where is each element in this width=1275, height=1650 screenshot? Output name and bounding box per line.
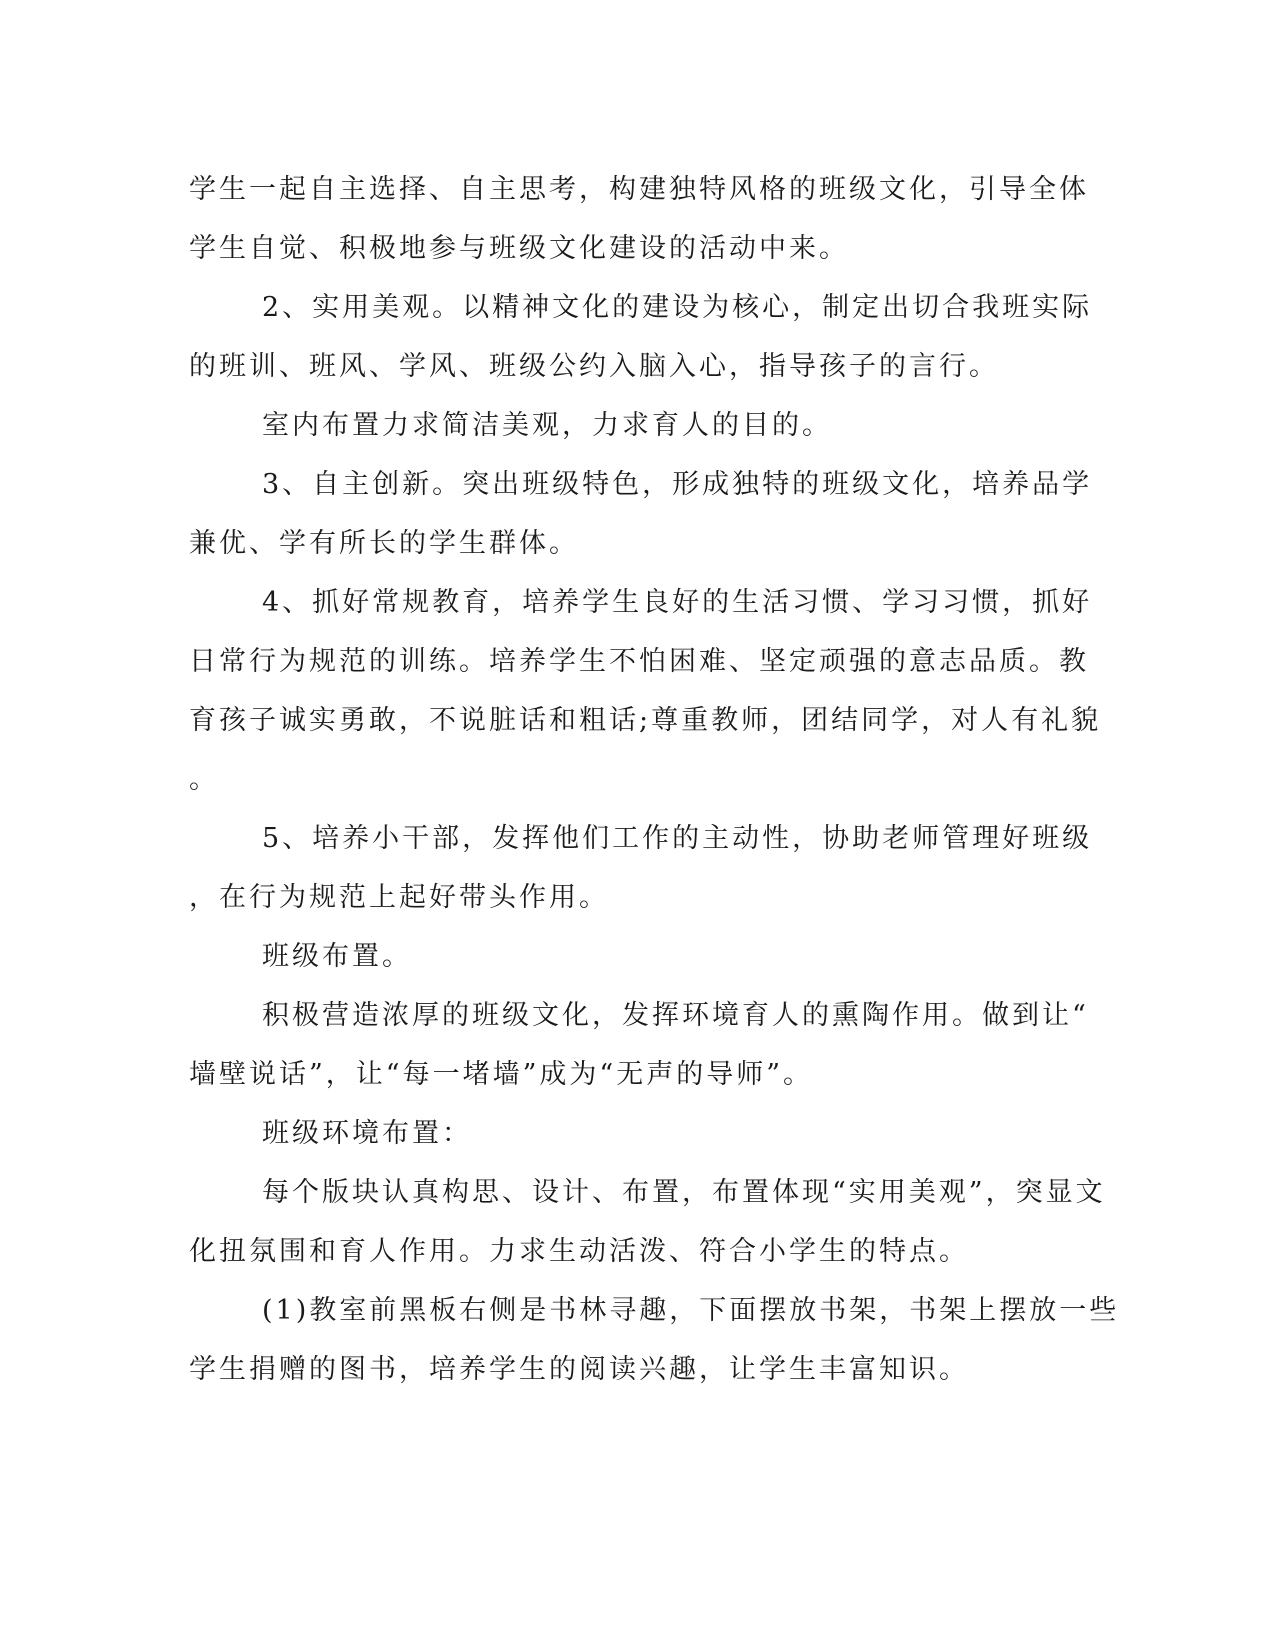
paragraph-line: (1)教室前黑板右侧是书林寻趣，下面摆放书架，书架上摆放一些 — [262, 1295, 1120, 1326]
text-line: 兼优、学有所长的学生群体。 — [189, 528, 579, 559]
text-line: 的班训、班风、学风、班级公约入脑入心，指导孩子的言行。 — [189, 351, 999, 382]
text-line: 日常行为规范的训练。培养学生不怕困难、坚定顽强的意志品质。教 — [189, 646, 1089, 677]
text-line: 育孩子诚实勇敢，不说脏话和粗话;尊重教师，团结同学，对人有礼貌 — [189, 705, 1102, 736]
paragraph-line: 5、培养小干部，发挥他们工作的主动性，协助老师管理好班级 — [262, 823, 1093, 854]
paragraph-line: 班级布置。 — [262, 941, 412, 972]
text-line: 墙壁说话”，让“每一堵墙”成为“无声的导师”。 — [189, 1059, 814, 1090]
text-line: 。 — [189, 764, 219, 795]
paragraph-line: 4、抓好常规教育，培养学生良好的生活习惯、学习习惯，抓好 — [262, 587, 1093, 618]
paragraph-line: 积极营造浓厚的班级文化，发挥环境育人的熏陶作用。做到让“ — [262, 1000, 1089, 1031]
paragraph-line: 3、自主创新。突出班级特色，形成独特的班级文化，培养品学 — [262, 469, 1093, 500]
paragraph-line: 每个版块认真构思、设计、布置，布置体现“实用美观”，突显文 — [262, 1177, 1106, 1208]
text-line: 学生自觉、积极地参与班级文化建设的活动中来。 — [189, 233, 849, 264]
text-line: 学生一起自主选择、自主思考，构建独特风格的班级文化，引导全体 — [189, 174, 1089, 205]
text-line: 学生捐赠的图书，培养学生的阅读兴趣，让学生丰富知识。 — [189, 1354, 969, 1385]
text-line: ，在行为规范上起好带头作用。 — [189, 882, 609, 913]
text-line: 化扭氛围和育人作用。力求生动活泼、符合小学生的特点。 — [189, 1236, 969, 1267]
paragraph-line: 班级环境布置： — [262, 1118, 472, 1149]
paragraph-line: 2、实用美观。以精神文化的建设为核心，制定出切合我班实际 — [262, 292, 1093, 323]
paragraph-line: 室内布置力求简洁美观，力求育人的目的。 — [262, 410, 832, 441]
